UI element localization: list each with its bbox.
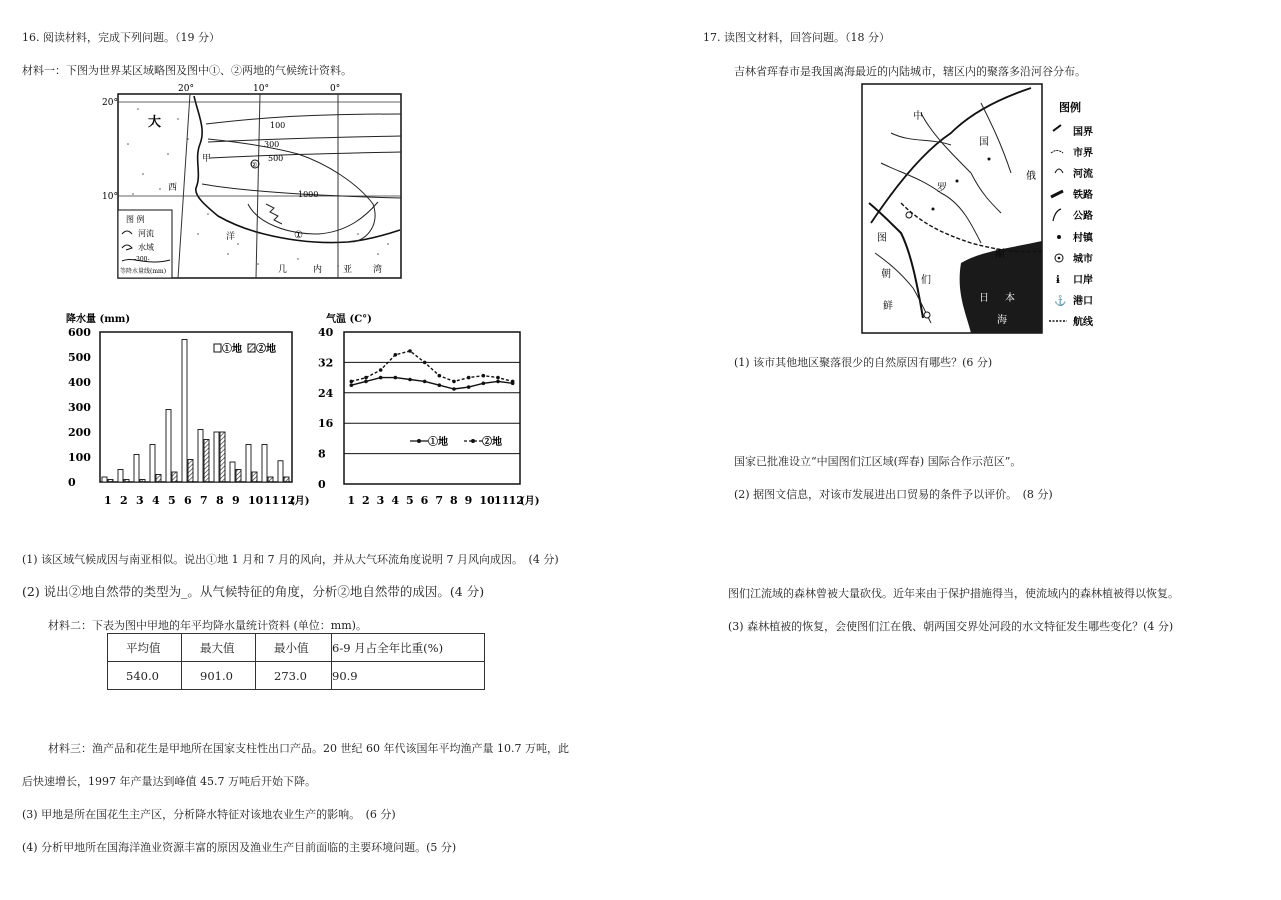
q16-part2: (2) 说出②地自然带的类型为_。从气候特征的角度，分析②地自然带的成因。(4 分)	[22, 584, 485, 599]
temp-point-site1	[364, 380, 368, 384]
legend-city: 城市	[1073, 254, 1093, 265]
precip-bar-site2	[124, 480, 129, 483]
map2-char-guo: 国	[979, 137, 989, 148]
temp-xtick-label: 2	[362, 494, 370, 507]
lat-label-10: 10°	[102, 192, 118, 202]
q16-title: 16. 阅读材料，完成下列问题。（19 分）	[22, 31, 220, 44]
temp-point-site2	[452, 380, 456, 384]
map2-char-zhong: 中	[913, 111, 923, 122]
table-row	[108, 662, 485, 690]
map2-char-si: 斯	[995, 249, 1005, 260]
precip-bar-site2	[108, 480, 113, 483]
place-nei: 内	[313, 265, 323, 275]
contour-500: 500	[268, 154, 284, 163]
table-cell: 901.0	[182, 662, 256, 690]
temp-point-site2	[408, 349, 412, 353]
precip-bar-site2	[188, 460, 193, 483]
lat-label-20: 20°	[102, 98, 118, 108]
q16-part1: (1) 该区域气候成因与南亚相似。说出①地 1 月和 7 月的风向，并从大气环流角度说明 7 月风向成因。 (4 分)	[22, 553, 559, 566]
map1-legend-contour: -300-	[134, 256, 150, 263]
temp-point-site2	[394, 353, 398, 357]
precip-xtick-label: 12	[280, 494, 296, 507]
place-da: 大	[148, 115, 162, 130]
precip-bar-site2	[172, 472, 177, 482]
temp-xtick-label: 6	[420, 494, 429, 507]
precip-bar-site1	[102, 477, 107, 482]
legend-river: 河流	[1073, 169, 1093, 180]
temp-ytick-label: 0	[318, 478, 326, 491]
temp-point-site1	[496, 380, 500, 384]
precip-xunit: (月)	[290, 496, 310, 507]
temp-point-site1	[423, 380, 427, 384]
table-header-cell: 最小值	[256, 634, 332, 662]
precip-bar-site2	[252, 472, 257, 482]
place-yang: 洋	[226, 232, 236, 242]
site-1-label: ①	[294, 230, 303, 241]
hunchun-map	[861, 83, 1121, 335]
temp-point-site1	[467, 385, 471, 389]
precip-ytick-label: 0	[68, 476, 76, 489]
precip-bar-site1	[262, 445, 267, 483]
temp-xtick-label: 7	[435, 494, 443, 507]
q17-title: 17. 读图文材料，回答问题。（18 分）	[703, 31, 890, 44]
precip-bar-site1	[166, 410, 171, 483]
precip-xtick-label: 1	[104, 494, 112, 507]
legend-shipping-route: 航线	[1073, 317, 1093, 328]
temp-point-site2	[482, 374, 486, 378]
precip-xtick-label: 2	[120, 494, 128, 507]
temp-point-site2	[423, 361, 427, 365]
temp-point-site1	[379, 376, 383, 380]
svg-text:⚓: ⚓	[1054, 296, 1067, 307]
precip-ytick-label: 300	[68, 401, 91, 414]
map2-char-hai: 海	[997, 315, 1007, 326]
temp-xtick-label: 1	[347, 494, 355, 507]
temp-point-site2	[467, 376, 471, 380]
place-wan: 湾	[373, 265, 383, 275]
temp-point-site2	[364, 376, 368, 380]
legend-road: 公路	[1073, 211, 1093, 222]
temp-point-site1	[408, 378, 412, 382]
temp-xtick-label: 10	[479, 494, 495, 507]
temp-ytick-label: 32	[318, 356, 334, 370]
map2-char-e: 俄	[1026, 171, 1036, 182]
temp-point-site2	[511, 380, 515, 384]
legend-village: 村镇	[1073, 233, 1093, 244]
precip-bar-site1	[214, 432, 219, 482]
map1-legend-note: 等降水量线(mm)	[120, 268, 167, 275]
precip-bar-site1	[182, 340, 187, 483]
precip-ytick-label: 200	[68, 426, 91, 439]
contour-300: 300	[264, 140, 280, 149]
map2-char-xian: 鲜	[883, 301, 893, 312]
precip-xtick-label: 4	[152, 494, 160, 507]
temp-point-site1	[438, 383, 442, 387]
precip-bar-site1	[198, 430, 203, 483]
contour-1000: 1000	[298, 190, 319, 199]
precip-ylabel: 降水量 (mm)	[66, 314, 131, 325]
legend-border: 国界	[1073, 127, 1093, 138]
temp-ytick-label: 24	[318, 386, 334, 400]
svg-text:ɨ: ɨ	[1056, 275, 1060, 286]
precip-xtick-label: 9	[232, 494, 240, 507]
precip-legend-swatch-1	[214, 344, 221, 352]
precip-ytick-label: 600	[68, 326, 91, 339]
legend-railway: 铁路	[1073, 190, 1093, 201]
q17-part2: (2) 据图文信息，对该市发展进出口贸易的条件予以评价。 (8 分)	[734, 488, 1053, 501]
precip-bar-site2	[156, 475, 161, 483]
legend-city-border: 市界	[1073, 148, 1093, 159]
precip-bar-site1	[246, 445, 251, 483]
q17-para2: 国家已批准设立“中国图们江区域(珲春) 国际合作示范区”。	[734, 455, 1022, 468]
table-cell: 90.9	[332, 662, 485, 690]
precip-xtick-label: 10	[248, 494, 264, 507]
temp-point-site1	[452, 387, 456, 391]
material3-line1: 材料三：渔产品和花生是甲地所在国家支柱性出口产品。20 世纪 60 年代该国年平均渔产量 10.7 万吨，此	[48, 742, 569, 755]
q17-para3: 图们江流域的森林曾被大量砍伐。近年来由于保护措施得当，使流域内的森林植被得以恢复。	[728, 587, 1179, 600]
q17-intro: 吉林省珲春市是我国离海最近的内陆城市，辖区内的聚落多沿河谷分布。	[734, 65, 1086, 78]
table-cell: 540.0	[108, 662, 182, 690]
table-header-cell: 6-9 月占全年比重(%)	[332, 634, 485, 662]
map2-char-men: 们	[921, 275, 931, 286]
temp-xtick-label: 3	[376, 494, 385, 507]
q17-part3: (3) 森林植被的恢复，会使图们江在俄、朝两国交界处河段的水文特征发生哪些变化？(4 分)	[728, 620, 1174, 633]
temp-legend-2: ②地	[482, 437, 502, 448]
table-header-cell: 最大值	[182, 634, 256, 662]
precip-xtick-label: 3	[136, 494, 144, 507]
precip-xtick-label: 7	[200, 494, 208, 507]
rainfall-stats-table	[107, 633, 485, 690]
precip-legend-2: ②地	[256, 344, 276, 355]
temp-point-site1	[482, 382, 486, 386]
map2-char-chao: 朝	[881, 269, 891, 280]
place-ya: 亚	[343, 265, 353, 275]
temp-point-site2	[350, 380, 354, 384]
precip-ytick-label: 400	[68, 376, 91, 389]
map2-char-tu: 图	[877, 233, 887, 244]
map1-legend-water: 水域	[138, 243, 154, 252]
q17-part1: (1) 该市其他地区聚落很少的自然原因有哪些？(6 分)	[734, 356, 993, 369]
precip-bar-site2	[204, 440, 209, 483]
precip-xtick-label: 8	[216, 494, 224, 507]
site-2-label: ②	[251, 161, 258, 169]
map1-legend-title: 图 例	[126, 215, 145, 224]
precip-bar-site1	[278, 461, 283, 482]
temp-legend-1: ①地	[428, 437, 448, 448]
lon-label-10: 10°	[253, 84, 269, 94]
material1-text: 材料一：下图为世界某区域略图及图中①、②两地的气候统计资料。	[22, 64, 352, 77]
place-jia: 甲	[202, 154, 212, 164]
precip-bar-site1	[118, 470, 123, 483]
temperature-chart	[316, 308, 546, 513]
q16-part4: (4) 分析甲地所在国海洋渔业资源丰富的原因及渔业生产目前面临的主要环境问题。(5 分)	[22, 841, 457, 854]
lon-label-20: 20°	[178, 84, 194, 94]
temp-point-site2	[438, 374, 442, 378]
legend-port-of-entry: 口岸	[1073, 275, 1093, 286]
table-header-cell: 平均值	[108, 634, 182, 662]
map2-char-luo: 罗	[937, 183, 947, 194]
place-ji: 几	[278, 265, 288, 275]
q16-part3: (3) 甲地是所在国花生主产区，分析降水特征对该地农业生产的影响。 (6 分)	[22, 808, 396, 821]
precip-bar-site1	[230, 462, 235, 482]
temp-point-site1	[394, 376, 398, 380]
map2-char-ben: 本	[1005, 293, 1015, 304]
map2-legend-title: 图例	[1059, 101, 1081, 114]
table-cell: 273.0	[256, 662, 332, 690]
temp-xtick-label: 11	[494, 494, 510, 507]
precip-bar-site2	[268, 477, 273, 482]
temp-point-site1	[350, 383, 354, 387]
temp-xtick-label: 9	[464, 494, 473, 507]
temp-ylabel: 气温 (C°)	[326, 314, 372, 325]
temp-xtick-label: 5	[406, 494, 414, 507]
temp-ytick-label: 40	[318, 326, 334, 339]
place-xi: 西	[168, 183, 178, 193]
precip-xtick-label: 11	[264, 494, 280, 507]
precip-bar-site1	[150, 445, 155, 483]
precip-bar-site2	[220, 432, 225, 482]
temp-xtick-label: 8	[450, 494, 458, 507]
precip-legend-1: ①地	[222, 344, 242, 355]
temp-xunit: (月)	[520, 496, 540, 507]
temp-xtick-label: 12	[508, 494, 524, 507]
west-africa-map	[98, 84, 408, 280]
temp-point-site2	[379, 368, 383, 372]
precip-ytick-label: 500	[68, 351, 91, 364]
material3-line2: 后快速增长，1997 年产量达到峰值 45.7 万吨后开始下降。	[22, 775, 316, 788]
precip-bar-site2	[236, 470, 241, 483]
precip-legend-swatch-2	[248, 344, 255, 352]
map2-char-ri: 日	[979, 293, 989, 304]
table-header-row	[108, 634, 485, 662]
map1-legend-river: 河流	[138, 229, 154, 238]
temp-ytick-label: 16	[318, 417, 334, 431]
temp-ytick-label: 8	[318, 447, 326, 461]
precip-bar-site2	[140, 480, 145, 483]
contour-100: 100	[270, 121, 286, 130]
precip-ytick-label: 100	[68, 451, 91, 464]
precipitation-chart	[64, 308, 314, 513]
temp-xtick-label: 4	[391, 494, 399, 507]
legend-harbor: 港口	[1073, 296, 1093, 307]
lon-label-0: 0°	[330, 84, 341, 94]
material2-text: 材料二：下表为图中甲地的年平均降水量统计资料 (单位：mm)。	[48, 619, 367, 632]
precip-xtick-label: 5	[168, 494, 176, 507]
precip-xtick-label: 6	[184, 494, 192, 507]
precip-bar-site2	[284, 477, 289, 482]
temp-point-site2	[496, 376, 500, 380]
precip-bar-site1	[134, 455, 139, 483]
